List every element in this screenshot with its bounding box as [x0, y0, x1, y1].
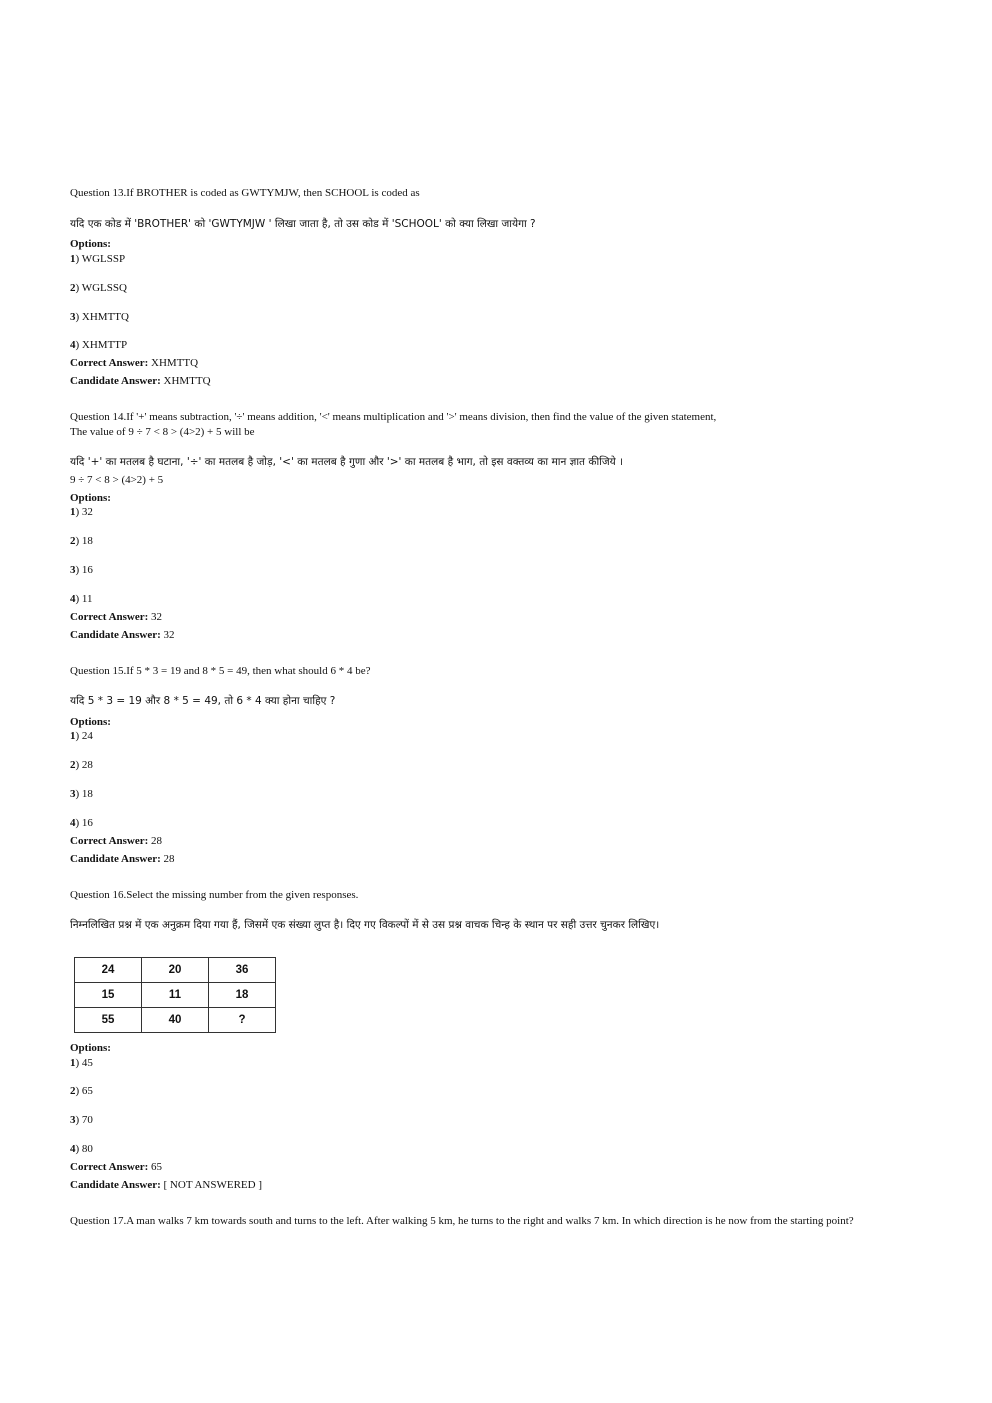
- question-14-hindi: यदि '+' का मतलब है घटाना, '÷' का मतलब है जोड़, '<' का मतलब है गुणा और '>' का मतलब है भाग, तो इस वक्तव्य का मान ज्ञात कीजिये ।: [70, 456, 624, 468]
- options-label: Options:: [70, 238, 111, 250]
- candidate-answer: [70, 375, 211, 389]
- option-text: ) 18: [75, 788, 93, 800]
- option-number: 3: [70, 1114, 76, 1126]
- option-4: [70, 339, 127, 353]
- option-number: 2: [70, 282, 76, 294]
- candidate-answer-label: Candidate Answer:: [70, 629, 161, 641]
- option-number: 1: [70, 730, 76, 742]
- option-text: ) 65: [75, 1085, 93, 1097]
- table-cell: 20: [142, 958, 209, 983]
- option-text: ) 28: [75, 759, 93, 771]
- option-2: [70, 535, 93, 549]
- options-label: Options:: [70, 1042, 111, 1054]
- table-row: [75, 983, 276, 1008]
- table-cell: 15: [75, 983, 142, 1008]
- option-text: ) 70: [75, 1114, 93, 1126]
- question-13-hindi: यदि एक कोड में 'BROTHER' को 'GWTYMJW ' लिखा जाता है, तो उस कोड में 'SCHOOL' को क्या लिखा जायेगा ?: [70, 218, 536, 230]
- option-3: [70, 564, 93, 578]
- candidate-answer-label: Candidate Answer:: [70, 853, 161, 865]
- option-1: [70, 1057, 93, 1071]
- option-4: [70, 817, 93, 831]
- option-text: ) WGLSSQ: [75, 282, 127, 294]
- option-text: ) 45: [75, 1057, 93, 1069]
- question-14-expression: 9 ÷ 7 < 8 > (4>2) + 5: [70, 474, 164, 486]
- table-cell: 18: [209, 983, 276, 1008]
- correct-answer-value: 65: [148, 1161, 163, 1173]
- option-text: ) 18: [75, 535, 93, 547]
- question-17-text: Question 17.A man walks 7 km towards south and turns to the left. After walking 5 km, he turns to the right and walks 7 km. In which direction is he now from the starting point?: [70, 1215, 854, 1227]
- option-text: ) 11: [75, 593, 93, 605]
- table-cell: 40: [142, 1008, 209, 1033]
- option-text: ) 32: [75, 506, 93, 518]
- option-text: ) WGLSSP: [75, 253, 126, 265]
- correct-answer-label: Correct Answer:: [70, 1161, 149, 1173]
- option-number: 3: [70, 564, 76, 576]
- correct-answer-label: Correct Answer:: [70, 357, 149, 369]
- correct-answer-value: XHMTTQ: [148, 357, 199, 369]
- candidate-answer-value: XHMTTQ: [160, 375, 211, 387]
- candidate-answer: [70, 853, 175, 867]
- question-16-hindi: निम्नलिखित प्रश्न में एक अनुक्रम दिया गया हैं, जिसमें एक संख्या लुप्त है। दिए गए विकल्पों में से उस प्रश्न वाचक चिन्ह के स्थान पर सही उत्तर चुनकर लिखिए।: [70, 919, 660, 931]
- question-13-text: Question 13.If BROTHER is coded as GWTYMJW, then SCHOOL is coded as: [70, 187, 420, 199]
- option-text: ) 80: [75, 1143, 93, 1155]
- options-label: Options:: [70, 716, 111, 728]
- correct-answer-label: Correct Answer:: [70, 611, 149, 623]
- question-14-text: Question 14.If '+' means subtraction, '÷' means addition, '<' means multiplication and '>' means division, then find the value of the given statement,: [70, 411, 717, 423]
- candidate-answer-label: Candidate Answer:: [70, 375, 161, 387]
- correct-answer: [70, 611, 162, 625]
- option-3: [70, 311, 129, 325]
- option-text: ) 24: [75, 730, 93, 742]
- option-1: [70, 730, 93, 744]
- question-16-text: Question 16.Select the missing number from the given responses.: [70, 889, 359, 901]
- option-number: 2: [70, 1085, 76, 1097]
- candidate-answer-value: [ NOT ANSWERED ]: [160, 1179, 262, 1191]
- question-14-text-2: The value of 9 ÷ 7 < 8 > (4>2) + 5 will be: [70, 426, 255, 438]
- option-1: [70, 506, 93, 520]
- option-number: 3: [70, 311, 76, 323]
- candidate-answer-label: Candidate Answer:: [70, 1179, 161, 1191]
- question-15-hindi: यदि 5 * 3 = 19 और 8 * 5 = 49, तो 6 * 4 क्या होना चाहिए ?: [70, 695, 336, 707]
- table-cell: 11: [142, 983, 209, 1008]
- candidate-answer: [70, 629, 175, 643]
- correct-answer-value: 32: [148, 611, 163, 623]
- option-text: ) 16: [75, 817, 93, 829]
- correct-answer-label: Correct Answer:: [70, 835, 149, 847]
- candidate-answer: [70, 1179, 262, 1193]
- option-4: [70, 1143, 93, 1157]
- correct-answer-value: 28: [148, 835, 163, 847]
- candidate-answer-value: 32: [160, 629, 175, 641]
- table-row: [75, 958, 276, 983]
- option-3: [70, 788, 93, 802]
- table-cell: ?: [209, 1008, 276, 1033]
- table-cell: 55: [75, 1008, 142, 1033]
- option-number: 4: [70, 817, 76, 829]
- table-cell: 24: [75, 958, 142, 983]
- table-cell: 36: [209, 958, 276, 983]
- option-number: 4: [70, 593, 76, 605]
- candidate-answer-value: 28: [160, 853, 175, 865]
- option-2: [70, 282, 127, 296]
- option-4: [70, 593, 93, 607]
- option-text: ) XHMTTP: [75, 339, 128, 351]
- table-row: [75, 1008, 276, 1033]
- option-2: [70, 1085, 93, 1099]
- option-1: [70, 253, 125, 267]
- option-number: 4: [70, 1143, 76, 1155]
- option-number: 2: [70, 535, 76, 547]
- option-2: [70, 759, 93, 773]
- option-number: 1: [70, 506, 76, 518]
- option-3: [70, 1114, 93, 1128]
- number-grid-table: [74, 957, 276, 1033]
- correct-answer: [70, 1161, 162, 1175]
- question-15-text: Question 15.If 5 * 3 = 19 and 8 * 5 = 49, then what should 6 * 4 be?: [70, 665, 371, 677]
- option-number: 1: [70, 253, 76, 265]
- option-number: 3: [70, 788, 76, 800]
- option-number: 2: [70, 759, 76, 771]
- correct-answer: [70, 835, 162, 849]
- options-label: Options:: [70, 492, 111, 504]
- option-text: ) XHMTTQ: [75, 311, 129, 323]
- correct-answer: [70, 357, 198, 371]
- option-number: 4: [70, 339, 76, 351]
- option-text: ) 16: [75, 564, 93, 576]
- option-number: 1: [70, 1057, 76, 1069]
